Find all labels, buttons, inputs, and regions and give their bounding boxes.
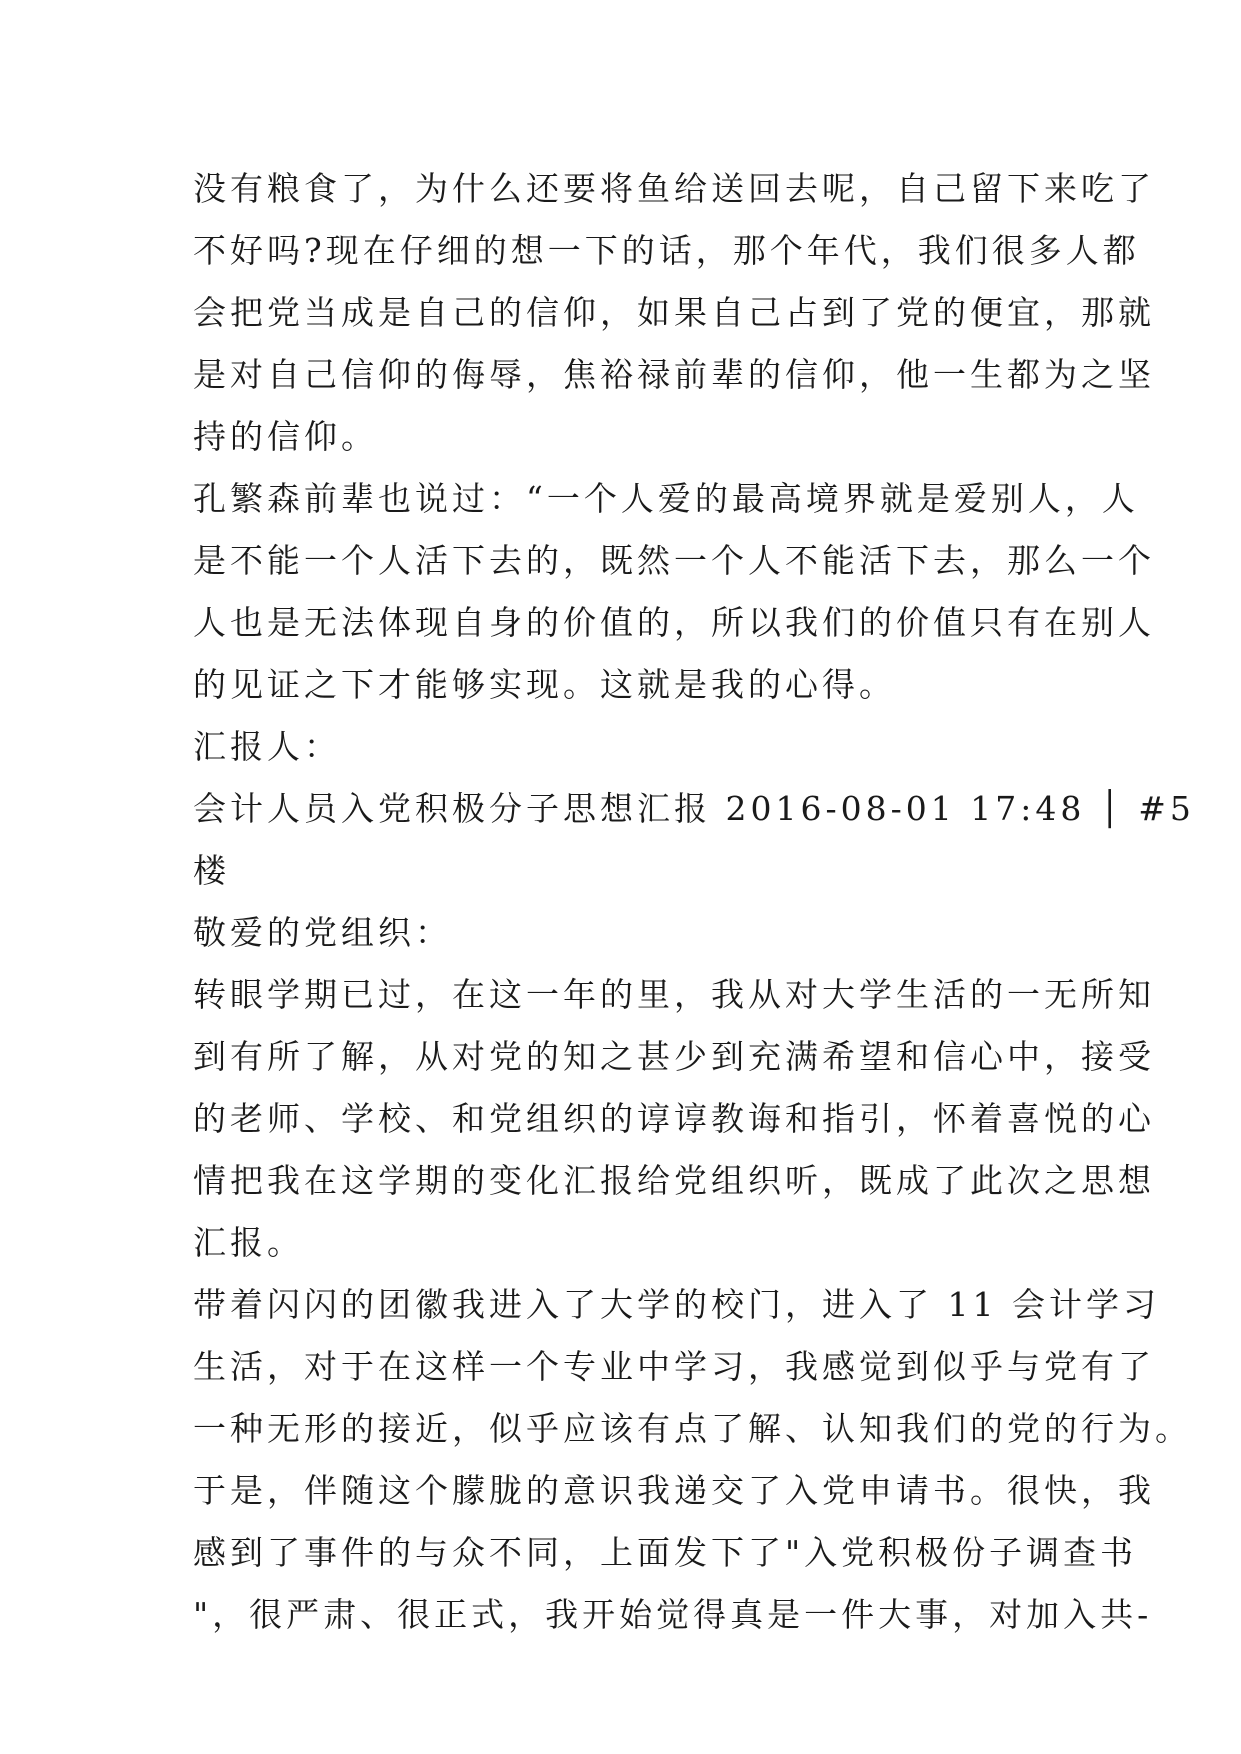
salutation: 敬爱的党组织： (193, 913, 452, 952)
text-line: 转眼学期已过，在这一年的里，我从对大学生活的一无所知 (193, 975, 1155, 1014)
text-line: 带着闪闪的团徽我进入了大学的校门，进入了 11 会计学习 (193, 1285, 1160, 1324)
text-line: 人也是无法体现自身的价值的，所以我们的价值只有在别人 (193, 603, 1155, 642)
text-line: 的见证之下才能够实现。这就是我的心得。 (193, 665, 896, 704)
text-line: 汇报。 (193, 1223, 304, 1262)
text-line: 没有粮食了，为什么还要将鱼给送回去呢，自己留下来吃了 (193, 169, 1155, 208)
post-header-line: 会计人员入党积极分子思想汇报 2016-08-01 17:48 │ #5 (193, 789, 1195, 828)
text-line: 到有所了解，从对党的知之甚少到充满希望和信心中，接受 (193, 1037, 1155, 1076)
reporter-label: 汇报人： (193, 727, 341, 766)
text-line: 会把党当成是自己的信仰，如果自己占到了党的便宜，那就 (193, 293, 1155, 332)
document-body (193, 158, 1195, 1646)
text-line: 是对自己信仰的侮辱，焦裕禄前辈的信仰，他一生都为之坚 (193, 355, 1155, 394)
text-line: 感到了事件的与众不同，上面发下了"入党积极份子调查书 (193, 1533, 1138, 1572)
text-line: 一种无形的接近，似乎应该有点了解、认知我们的党的行为。 (193, 1409, 1192, 1448)
text-line: 是不能一个人活下去的，既然一个人不能活下去，那么一个 (193, 541, 1155, 580)
floor-label: 楼 (193, 851, 230, 890)
text-line: 于是，伴随这个朦胧的意识我递交了入党申请书。很快，我 (193, 1471, 1155, 1510)
text-line: 的老师、学校、和党组织的谆谆教诲和指引，怀着喜悦的心 (193, 1099, 1155, 1138)
text-line: 孔繁森前辈也说过：“一个人爱的最高境界就是爱别人，人 (193, 479, 1139, 518)
text-line: 情把我在这学期的变化汇报给党组织听，既成了此次之思想 (193, 1161, 1155, 1200)
text-line: 持的信仰。 (193, 417, 378, 456)
text-line: 不好吗?现在仔细的想一下的话，那个年代，我们很多人都 (193, 231, 1140, 270)
text-line: 生活，对于在这样一个专业中学习，我感觉到似乎与党有了 (193, 1347, 1155, 1386)
text-line: "，很严肃、很正式，我开始觉得真是一件大事，对加入共- (193, 1595, 1153, 1634)
